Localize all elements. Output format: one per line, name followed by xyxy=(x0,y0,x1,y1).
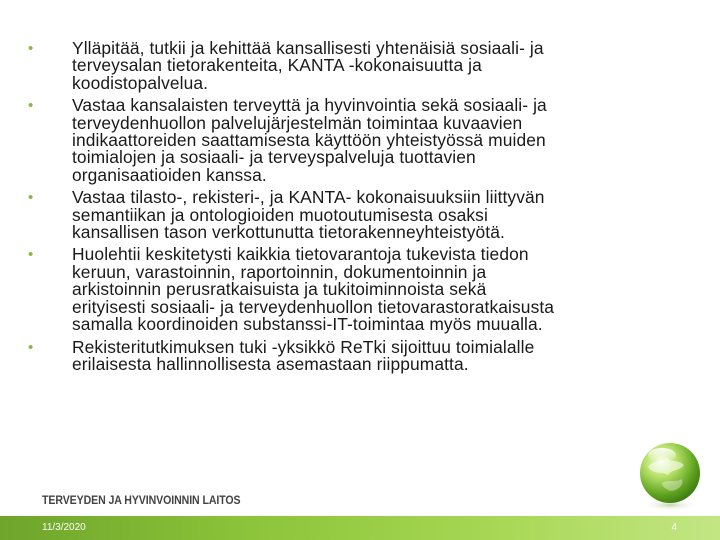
bullet-text-line: Vastaa kansalaisten terveyttä ja hyvinvointia sekä sosiaali- ja xyxy=(72,95,547,116)
bullet-text-line: terveysalan tietorakenteita, KANTA -kokonaisuutta ja xyxy=(72,55,482,76)
page-number: 4 xyxy=(671,522,677,533)
bullet-list xyxy=(28,40,688,378)
bullet-text-line: semantiikan ja ontologioiden muotoutumisesta osaksi xyxy=(72,204,488,225)
bullet-item xyxy=(28,336,688,374)
bullet-icon: • xyxy=(28,189,34,207)
bullet-item xyxy=(28,246,688,333)
bullet-text-line: toimialojen ja sosiaali- ja terveyspalveluja tuottavien xyxy=(72,147,476,168)
bullet-item xyxy=(28,97,688,184)
bullet-text-line: Vastaa tilasto-, rekisteri-, ja KANTA- kokonaisuuksiin liittyvän xyxy=(72,187,545,208)
bullet-item xyxy=(28,189,688,241)
footer-bar xyxy=(0,516,720,540)
bullet-text-line: Huolehtii keskitetysti kaikkia tietovarantoja tukevista tiedon xyxy=(72,244,529,265)
bullet-item xyxy=(28,40,688,92)
bullet-text-line: kansallisen tason verkottunutta tietorakenneyhteistyötä. xyxy=(72,222,505,243)
bullet-text-line: erilaisesta hallinnollisesta asemastaan riippumatta. xyxy=(72,353,469,374)
bullet-text-line: arkistoinnin perusratkaisuista ja tukitoiminnoista sekä xyxy=(72,279,487,300)
footer-date: 11/3/2020 xyxy=(42,522,86,533)
organization-logo-text: TERVEYDEN JA HYVINVOINNIN LAITOS xyxy=(42,495,241,507)
bullet-text-line: organisaatioiden kanssa. xyxy=(72,164,267,185)
bullet-icon: • xyxy=(28,338,34,356)
bullet-text-line: Rekisteritutkimuksen tuki -yksikkö ReTki sijoittuu toimialalle xyxy=(72,336,535,357)
bullet-text-line: terveydenhuollon palvelujärjestelmän toimintaa kuvaavien xyxy=(72,112,523,133)
bullet-text-line: erityisesti sosiaali- ja terveydenhuollon tietovarastoratkaisusta xyxy=(72,296,555,317)
bullet-text-line: samalla koordinoiden substanssi-IT-toimintaa myös muualla. xyxy=(72,314,543,335)
bullet-text-line: keruun, varastoinnin, raportoinnin, dokumentoinnin ja xyxy=(72,261,487,282)
bullet-text-line: Ylläpitää, tutkii ja kehittää kansallisesti yhtenäisiä sosiaali- ja xyxy=(72,38,544,58)
bullet-icon: • xyxy=(28,97,34,115)
bullet-icon: • xyxy=(28,246,34,264)
bullet-text-line: indikaattoreiden saattamisesta käyttöön yhteistyössä muiden xyxy=(72,130,546,151)
bullet-icon: • xyxy=(28,40,34,57)
green-globe-icon xyxy=(632,437,708,513)
bullet-text-line: koodistopalvelua. xyxy=(72,72,209,93)
